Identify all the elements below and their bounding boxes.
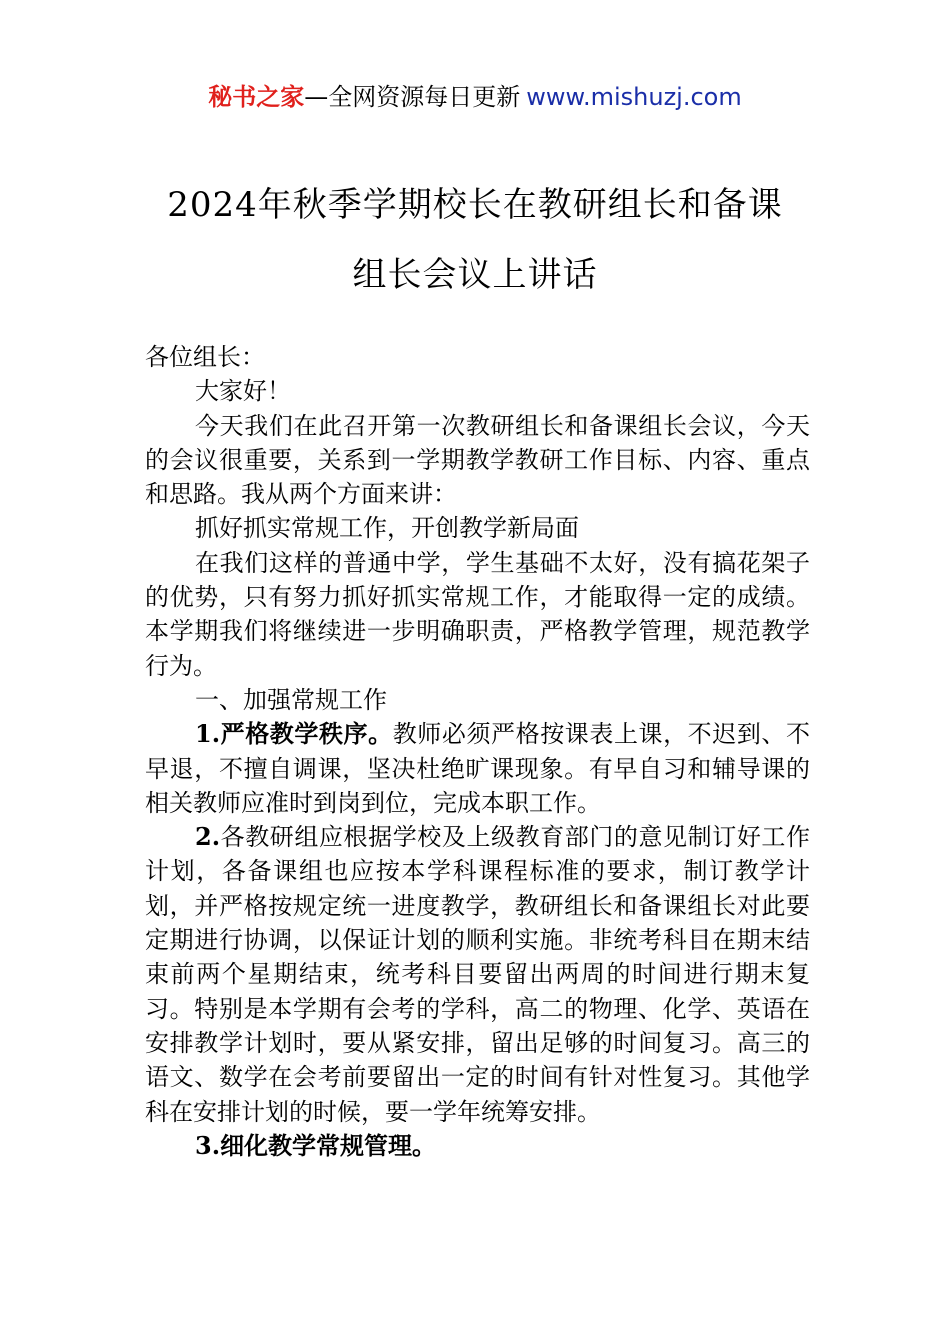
document-title-line-2: 组长会议上讲话 <box>352 255 598 295</box>
item-2-number: 2. <box>195 822 221 852</box>
item-1-number: 1. <box>195 719 221 749</box>
item-1-text: 教师必须严格按课表上课，不迟到、不早退，不擅自调课，坚决杜绝旷课现象。有早自习和辅导课的相关教师应准时到岗到位，完成本职工作。 <box>145 720 811 817</box>
item-3-paragraph <box>145 1129 810 1163</box>
item-2-text: 各教研组应根据学校及上级教育部门的意见制订好工作计划，各备课组也应按本学科课程标准的要求，制订教学计划，并严格按规定统一进度教学，教研组长和备课组长对此要定期进行协调，以保证计划的顺利实施。非统考科目在期末结束前两个星期结束，统考科目要留出两周的时间进行期末复习。特别是本学期有会考的学科，高二的物理、化学、英语在安排教学计划时，要从紧安排，留出足够的时间复习。高三的语文、数学在会考前要留出一定的时间有针对性复习。其他学科在安排计划的时候，要一学年统筹安排。 <box>145 823 810 1126</box>
item-2-paragraph <box>145 820 810 1129</box>
site-header <box>0 80 950 114</box>
document-title <box>100 170 850 310</box>
item-3-lead: 细化教学常规管理。 <box>220 1131 437 1160</box>
intro-paragraph: 今天我们在此召开第一次教研组长和备课组长会议，今天的会议很重要，关系到一学期教学教研工作目标、内容、重点和思路。我从两个方面来讲： <box>145 411 810 509</box>
item-1-lead: 严格教学秩序。 <box>220 720 393 749</box>
site-tagline: —全网资源每日更新 <box>304 83 521 111</box>
section-intro-paragraph: 在我们这样的普通中学，学生基础不太好，没有搞花架子的优势，只有努力抓好抓实常规工作，才能取得一定的成绩。本学期我们将继续进一步明确职责，严格教学管理，规范教学行为。 <box>145 548 810 680</box>
subheading: 一、加强常规工作 <box>195 685 387 714</box>
document-title-line-1: 2024年秋季学期校长在教研组长和备课 <box>167 185 783 225</box>
site-brand: 秘书之家 <box>208 83 305 111</box>
item-1-paragraph <box>145 717 810 820</box>
item-3-number: 3. <box>195 1130 221 1160</box>
document-body <box>145 340 810 1163</box>
greeting: 大家好！ <box>195 377 291 406</box>
salutation: 各位组长： <box>145 343 265 371</box>
section-heading: 抓好抓实常规工作，开创教学新局面 <box>195 514 579 543</box>
site-url[interactable]: www.mishuzj.com <box>526 83 742 111</box>
